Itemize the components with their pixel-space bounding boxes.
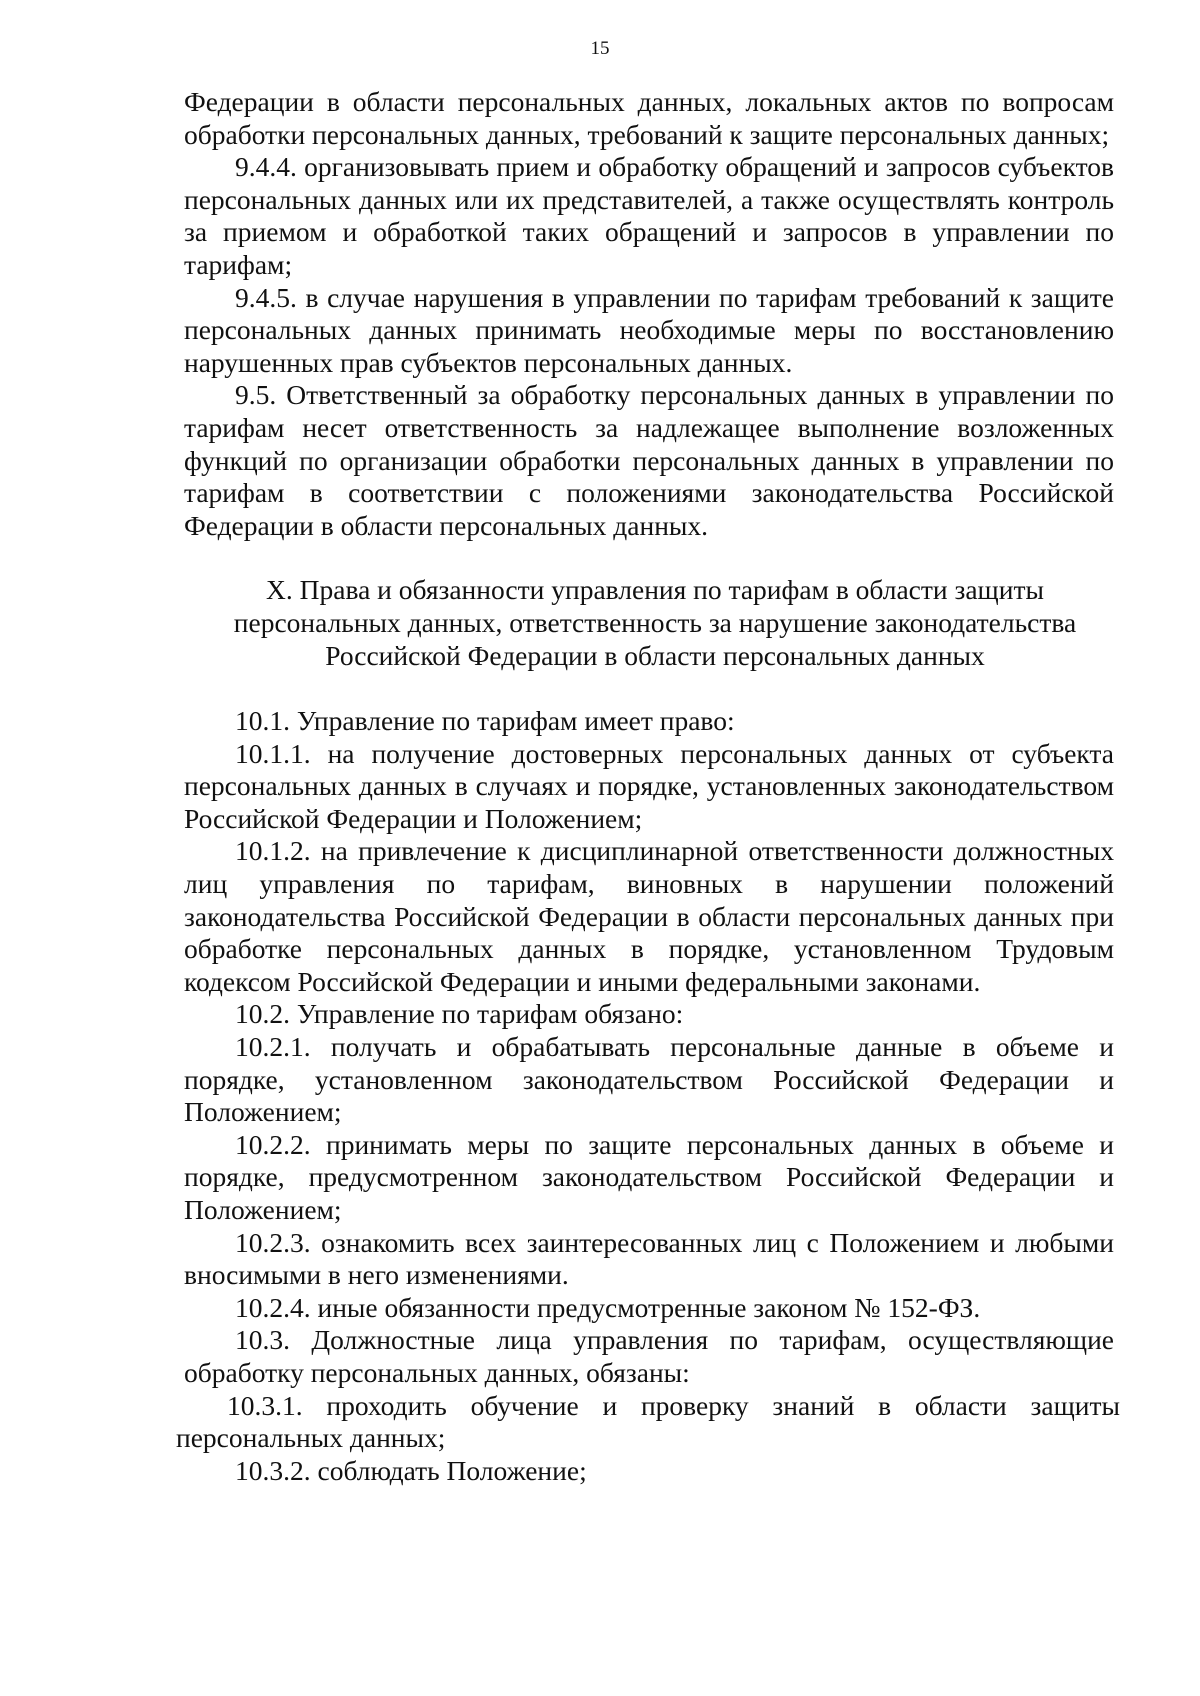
- paragraph-10-1-1: 10.1.1. на получение достоверных персональных данных от субъекта персональных данных в случаях и порядке, установленных законодательством Российской Федерации и Положением;: [184, 737, 1114, 834]
- section-heading-line-3: Российской Федерации в области персональных данных: [325, 639, 985, 671]
- section-heading: [184, 574, 1114, 672]
- page-number: 15: [590, 38, 610, 59]
- spacer: [184, 672, 1114, 705]
- paragraph-10-2-3: 10.2.3. ознакомить всех заинтересованных лиц с Положением и любыми вносимыми в него изменениями.: [184, 1226, 1114, 1291]
- section-heading-line-1: X. Права и обязанности управления по тарифам в области защиты: [266, 574, 1044, 606]
- paragraph-9-4-4: 9.4.4. организовывать прием и обработку обращений и запросов субъектов персональных данных или их представителей, а также осуществлять контроль за приемом и обработкой таких обращений и запросов в управлении по тарифам;: [184, 151, 1114, 280]
- paragraph-10-2: 10.2. Управление по тарифам обязано:: [235, 998, 684, 1030]
- document-body: [176, 86, 1120, 1487]
- paragraph-10-2-1: 10.2.1. получать и обрабатывать персональные данные в объеме и порядке, установленном законодательством Российской Федерации и Положением;: [184, 1031, 1114, 1128]
- section-heading-line-2: персональных данных, ответственность за нарушение законодательства: [233, 606, 1077, 638]
- paragraph-10-1: 10.1. Управление по тарифам имеет право:: [235, 705, 735, 737]
- paragraph-10-3-2: 10.3.2. соблюдать Положение;: [235, 1454, 587, 1486]
- paragraph-10-2-4: 10.2.4. иные обязанности предусмотренные законом № 152-ФЗ.: [235, 1291, 981, 1323]
- spacer: [184, 542, 1114, 574]
- paragraph-continuation: Федерации в области персональных данных, локальных актов по вопросам обработки персональных данных, требований к защите персональных данных;: [184, 86, 1114, 150]
- paragraph-10-2-2: 10.2.2. принимать меры по защите персональных данных в объеме и порядке, предусмотренном законодательством Российской Федерации и Положением;: [184, 1128, 1114, 1225]
- paragraph-10-3-1: 10.3.1. проходить обучение и проверку знаний в области защиты персональных данных;: [176, 1389, 1120, 1454]
- paragraph-10-1-2: 10.1.2. на привлечение к дисциплинарной ответственности должностных лиц управления по тарифам, виновных в нарушении положений законодательства Российской Федерации в области персональных данных при обработке персональных данных в порядке, установленном Трудовым кодексом Российской Федерации и иными федеральными законами.: [184, 835, 1114, 997]
- paragraph-9-5: 9.5. Ответственный за обработку персональных данных в управлении по тарифам несет ответственность за надлежащее выполнение возложенных функций по организации обработки персональных данных в управлении по тарифам в соответствии с положениями законодательства Российской Федерации в области персональных данных.: [184, 379, 1114, 541]
- paragraph-9-4-5: 9.4.5. в случае нарушения в управлении по тарифам требований к защите персональных данных принимать необходимые меры по восстановлению нарушенных прав субъектов персональных данных.: [184, 281, 1114, 378]
- paragraph-10-3: 10.3. Должностные лица управления по тарифам, осуществляющие обработку персональных данных, обязаны:: [184, 1324, 1114, 1388]
